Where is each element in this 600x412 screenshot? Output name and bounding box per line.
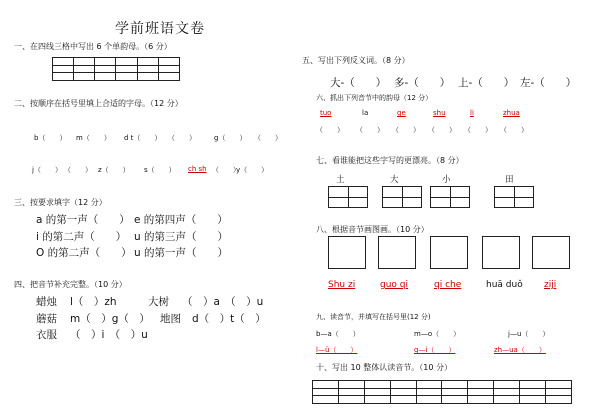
final-blank[interactable]: （ ） <box>356 126 384 134</box>
word-label: 衣服 <box>36 329 57 341</box>
syllable-blank[interactable]: （ ）i （ ）u <box>70 329 148 341</box>
syllable-text: zhua <box>503 109 520 117</box>
section-5-heading: 五、写出下列反义词。（8 分） <box>302 56 410 65</box>
alphabet-blank[interactable]: y（ ） <box>236 166 269 174</box>
word-label: 地图 <box>160 313 181 325</box>
section-2-heading: 二、按顺序在括号里填上合适的字母。（12 分） <box>14 99 183 108</box>
spelling-blank[interactable]: m—o（ ） <box>414 330 461 338</box>
word-label: 蘑菇 <box>36 313 57 325</box>
syllable-blank[interactable]: l（ ）zh <box>70 296 117 308</box>
spelling-blank[interactable]: zh—ua（ ） <box>494 346 546 354</box>
alphabet-blank[interactable]: m（ ） <box>76 134 111 142</box>
final-blank[interactable]: （ ） <box>316 126 344 134</box>
drawing-box[interactable] <box>482 236 520 269</box>
char-writing-box[interactable] <box>494 186 534 208</box>
section-8-heading: 八、根据音节画图画。（10 分） <box>316 225 429 234</box>
page-title: 学前班语文卷 <box>115 21 205 37</box>
alphabet-blank[interactable]: g（ ） <box>214 134 247 142</box>
syllable-blank[interactable]: （ ）a （ ）u <box>182 296 264 308</box>
character-label: 田 <box>505 175 514 185</box>
syllable-writing-grid[interactable] <box>312 380 572 404</box>
tone-fill-item[interactable]: a 的第一声（ ） <box>36 214 130 226</box>
alphabet-blank[interactable]: （ ） <box>212 166 240 174</box>
word-label: 蜡烛 <box>36 296 57 308</box>
syllable-text: shu <box>433 109 446 117</box>
syllable-label: qi che <box>434 280 462 290</box>
antonym-blank[interactable]: 左-（ ） <box>520 77 577 89</box>
antonym-blank[interactable]: 上-（ ） <box>458 77 515 89</box>
tone-fill-item[interactable]: i 的第二声（ ） <box>36 231 127 243</box>
syllable-text: ge <box>397 109 406 117</box>
pinyin-writing-grid[interactable] <box>52 57 180 81</box>
section-10-heading: 十、写出 10 整体认读音节。（10 分） <box>316 363 452 372</box>
spelling-blank[interactable]: b—a（ ） <box>316 330 360 338</box>
tone-fill-item[interactable]: u 的第一声（ ） <box>134 247 228 259</box>
antonym-blank[interactable]: 大-（ ） <box>330 77 387 89</box>
section-6-heading: 六、抓出下列音节中的韵母（12 分） <box>316 94 433 102</box>
syllable-text: tuo <box>320 109 332 117</box>
drawing-box[interactable] <box>378 236 416 269</box>
section-1-heading: 一、在四线三格中写出 6 个单韵母。（6 分） <box>14 42 172 51</box>
section-4-heading: 四、把音节补充完整。（10 分） <box>14 280 127 289</box>
tone-fill-item[interactable]: O 的第二声（ ） <box>36 247 132 259</box>
syllable-text: li <box>470 109 474 117</box>
spelling-blank[interactable]: j—u（ ） <box>508 330 550 338</box>
character-label: 小 <box>442 175 451 185</box>
tone-fill-item[interactable]: u 的第三声（ ） <box>134 231 228 243</box>
alphabet-blank[interactable]: （ ） <box>64 166 92 174</box>
section-7-heading: 七、看谁能把这些字写的更漂亮。（8 分） <box>316 156 464 165</box>
alphabet-blank[interactable]: b（ ） <box>34 134 67 142</box>
char-writing-box[interactable] <box>430 186 470 208</box>
syllable-blank[interactable]: d（ ）t（ ） <box>192 313 266 325</box>
drawing-box[interactable] <box>328 236 366 269</box>
character-label: 土 <box>336 175 345 185</box>
section-3-heading: 三、按要求填字（12 分） <box>14 198 107 207</box>
alphabet-blank[interactable]: d t（ ） <box>124 134 162 142</box>
syllable-label: ziji <box>544 280 557 290</box>
spelling-blank[interactable]: l—ü（ ） <box>316 346 358 354</box>
character-label: 大 <box>390 175 399 185</box>
syllable-blank[interactable]: m（ ）g（ ） <box>70 313 150 325</box>
antonym-blank[interactable]: 多-（ ） <box>394 77 451 89</box>
alphabet-blank[interactable]: j（ ） <box>32 166 62 174</box>
char-writing-box[interactable] <box>382 186 422 208</box>
syllable-label: Shu zi <box>328 280 356 290</box>
tone-fill-item[interactable]: e 的第四声（ ） <box>134 214 228 226</box>
alphabet-blank[interactable]: （ ） <box>168 134 196 142</box>
spelling-flagged-text: ch sh <box>188 165 207 173</box>
drawing-box[interactable] <box>532 236 570 269</box>
final-blank[interactable]: （ ） <box>500 126 528 134</box>
final-blank[interactable]: （ ） <box>464 126 492 134</box>
syllable-text: la <box>362 109 369 117</box>
spelling-blank[interactable]: q—i（ ） <box>414 346 456 354</box>
word-label: 大树 <box>148 296 169 308</box>
alphabet-blank[interactable]: s（ ） <box>144 166 176 174</box>
syllable-label: guo qi <box>380 280 408 290</box>
final-blank[interactable]: （ ） <box>428 126 456 134</box>
alphabet-blank[interactable]: （ ） <box>254 134 282 142</box>
syllable-label: huā duǒ <box>486 280 523 290</box>
final-blank[interactable]: （ ） <box>392 126 420 134</box>
section-9-heading: 九、读音节，并填写在括号里(12 分) <box>316 313 431 321</box>
char-writing-box[interactable] <box>328 186 368 208</box>
drawing-box[interactable] <box>430 236 468 269</box>
alphabet-blank[interactable]: z（ ） <box>98 166 130 174</box>
